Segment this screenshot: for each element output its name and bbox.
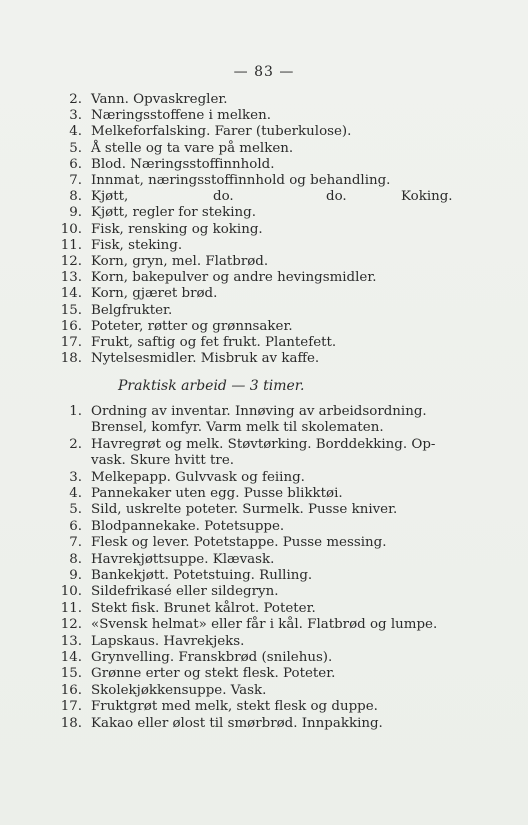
- item-text: «Svensk helmat» eller får i kål. Flatbrød og lumpe.: [91, 617, 438, 633]
- list-item: [0, 141, 528, 157]
- item-text: Havregrøt og melk. Støvtørking. Borddekking. Op-: [91, 436, 436, 452]
- item-number: 6.: [69, 518, 82, 534]
- item-text: Fisk, rensking og koking.: [91, 221, 263, 237]
- list-item: [0, 319, 528, 335]
- item-column-text: Kjøtt,: [91, 189, 129, 205]
- item-text: Korn, bakepulver og andre hevingsmidler.: [91, 270, 377, 286]
- item-text: Flesk og lever. Potetstappe. Pusse messing.: [91, 535, 387, 551]
- list-item: [0, 552, 528, 568]
- list-item: [0, 486, 528, 502]
- section-heading: Praktisk arbeid — 3 timer.: [118, 378, 305, 394]
- item-text: Korn, gryn, mel. Flatbrød.: [91, 254, 269, 269]
- item-number: 5.: [69, 140, 82, 156]
- list-item: [0, 124, 528, 140]
- list-item: [0, 92, 528, 108]
- item-text: Næringsstoffene i melken.: [91, 108, 271, 124]
- list-item: [0, 108, 528, 124]
- list-item: [0, 716, 528, 732]
- item-number: 4.: [69, 486, 82, 501]
- item-column-text: do.: [326, 189, 347, 205]
- item-number: 11.: [60, 237, 82, 253]
- list-item: [0, 157, 528, 173]
- item-text: Melkepapp. Gulvvask og feiing.: [91, 469, 305, 485]
- item-text: Vann. Opvaskregler.: [91, 92, 228, 107]
- list-item: [0, 650, 528, 666]
- item-number: 16.: [60, 318, 82, 334]
- item-text: Kjøtt, regler for steking.: [91, 205, 256, 221]
- item-text: Skolekjøkkensuppe. Vask.: [91, 682, 267, 698]
- item-number: 7.: [69, 535, 82, 551]
- item-number: 1.: [69, 404, 82, 419]
- list-item: [0, 683, 528, 699]
- list-item: [0, 601, 528, 617]
- list-item: [0, 502, 528, 518]
- item-number: 13.: [60, 633, 82, 649]
- item-text: Stekt fisk. Brunet kålrot. Poteter.: [91, 600, 316, 616]
- page-number: — 83 —: [233, 64, 295, 80]
- item-number: 10.: [60, 221, 82, 237]
- item-text: Bankekjøtt. Potetstuing. Rulling.: [91, 568, 313, 583]
- item-number: 12.: [60, 617, 82, 633]
- item-number: 8.: [69, 551, 82, 567]
- list-item: [0, 584, 528, 600]
- item-text: Frukt, saftig og fet frukt. Plantefett.: [91, 335, 337, 350]
- list-item: [0, 437, 528, 453]
- list-item: [0, 222, 528, 238]
- list-item: [0, 351, 528, 367]
- item-number: 10.: [60, 584, 82, 600]
- list-item: [0, 270, 528, 286]
- list-item: [0, 303, 528, 319]
- item-text: Korn, gjæret brød.: [91, 286, 218, 302]
- item-text: Å stelle og ta vare på melken.: [91, 140, 294, 156]
- list-item: [0, 286, 528, 302]
- list-item: [0, 189, 528, 205]
- list-item: [0, 453, 528, 469]
- item-text: Kakao eller ølost til smørbrød. Innpakking.: [91, 715, 383, 731]
- item-number: 8.: [69, 189, 82, 205]
- item-number: 5.: [69, 502, 82, 518]
- item-text: Fruktgrøt med melk, stekt flesk og duppe.: [91, 699, 378, 715]
- item-number: 18.: [60, 715, 82, 731]
- list-item: [0, 404, 528, 420]
- item-number: 11.: [60, 600, 82, 616]
- item-number: 2.: [69, 436, 82, 452]
- item-continuation-text: Brensel, komfyr. Varm melk til skolematen.: [91, 420, 384, 436]
- item-number: 18.: [60, 351, 82, 367]
- list-item: [0, 335, 528, 351]
- list-item: [0, 519, 528, 535]
- item-number: 9.: [69, 205, 82, 221]
- item-number: 17.: [60, 335, 82, 350]
- item-text: Innmat, næringsstoffinnhold og behandling.: [91, 173, 391, 188]
- item-text: Grønne erter og stekt flesk. Poteter.: [91, 666, 336, 682]
- item-number: 17.: [60, 699, 82, 715]
- item-number: 7.: [69, 173, 82, 188]
- list-item: [0, 173, 528, 189]
- item-text: Blodpannekake. Potetsuppe.: [91, 518, 285, 534]
- item-number: 14.: [60, 286, 82, 302]
- list-item: [0, 254, 528, 270]
- item-number: 12.: [60, 254, 82, 269]
- item-number: 2.: [69, 92, 82, 107]
- item-text: Fisk, steking.: [91, 237, 183, 253]
- item-text: Sildefrikasé eller sildegryn.: [91, 584, 279, 600]
- item-number: 13.: [60, 270, 82, 286]
- item-number: 9.: [69, 568, 82, 583]
- item-text: Blod. Næringsstoffinnhold.: [91, 156, 275, 172]
- item-number: 3.: [69, 469, 82, 485]
- item-text: Lapskaus. Havrekjeks.: [91, 633, 245, 649]
- list-item: [0, 535, 528, 551]
- item-text: Sild, uskrelte poteter. Surmelk. Pusse kniver.: [91, 502, 398, 518]
- item-text: Grynvelling. Franskbrød (snilehus).: [91, 650, 333, 665]
- item-column-text: do.: [213, 189, 234, 205]
- item-number: 15.: [60, 666, 82, 682]
- item-number: 15.: [60, 302, 82, 318]
- list-item: [0, 470, 528, 486]
- item-text: Poteter, røtter og grønnsaker.: [91, 318, 293, 334]
- item-text: Havrekjøttsuppe. Klævask.: [91, 551, 275, 567]
- item-number: 6.: [69, 156, 82, 172]
- list-item: [0, 205, 528, 221]
- item-text: Melkeforfalsking. Farer (tuberkulose).: [91, 124, 352, 140]
- item-number: 16.: [60, 682, 82, 698]
- list-item: [0, 568, 528, 584]
- list-item: [0, 617, 528, 633]
- item-number: 14.: [60, 650, 82, 665]
- item-text: Nytelsesmidler. Misbruk av kaffe.: [91, 351, 320, 367]
- list-item: [0, 634, 528, 650]
- list-item: [0, 666, 528, 682]
- item-text: Ordning av inventar. Innøving av arbeidsordning.: [91, 404, 427, 419]
- item-text: Pannekaker uten egg. Pusse blikktøi.: [91, 486, 343, 501]
- item-number: 3.: [69, 108, 82, 124]
- item-text: Belgfrukter.: [91, 302, 173, 318]
- item-number: 4.: [69, 124, 82, 140]
- item-continuation-text: vask. Skure hvitt tre.: [91, 453, 234, 469]
- list-item: [0, 238, 528, 254]
- list-item: [0, 420, 528, 436]
- item-column-text: Koking.: [401, 189, 453, 205]
- list-item: [0, 699, 528, 715]
